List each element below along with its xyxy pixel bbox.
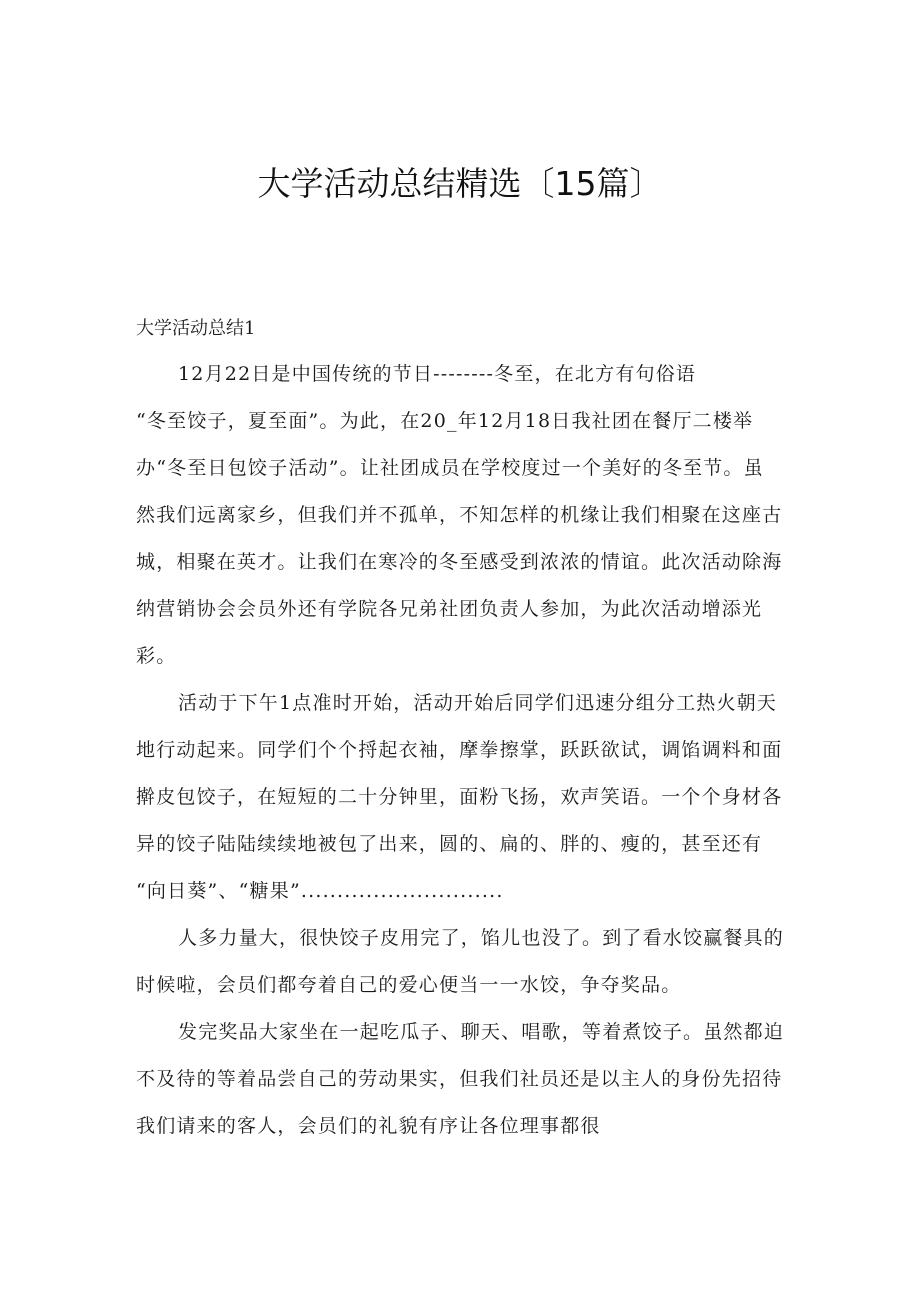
paragraph-line: 人多力量大，很快饺子皮用完了，馅儿也没了。到了看水饺赢餐具的	[178, 927, 785, 949]
paragraph-line: 异的饺子陆陆续续地被包了出来，圆的、扁的、胖的、瘦的，甚至还有	[136, 833, 763, 855]
document-body	[136, 358, 786, 1157]
document-title: 大学活动总结精选〔15篇〕	[257, 164, 663, 203]
paragraph-line: 办“冬至日包饺子活动”。让社团成员在学校度过一个美好的冬至节。虽	[136, 457, 764, 479]
paragraph-line: 12月22日是中国传统的节日--------冬至，在北方有句俗语	[178, 363, 697, 385]
paragraph-line: 城，相聚在英才。让我们在寒冷的冬至感受到浓浓的情谊。此次活动除海	[136, 551, 783, 573]
paragraph-line: 擀皮包饺子，在短短的二十分钟里，面粉飞扬，欢声笑语。一个个身材各	[136, 786, 783, 808]
paragraph-line: 时候啦，会员们都夸着自己的爱心便当一一水饺，争夺奖品。	[136, 974, 682, 996]
paragraph-line: 地行动起来。同学们个个捋起衣袖，摩拳擦掌，跃跃欲试，调馅调料和面	[136, 739, 783, 761]
paragraph-line: 彩。	[136, 645, 177, 667]
paragraph-line: 然我们远离家乡，但我们并不孤单，不知怎样的机缘让我们相聚在这座古	[136, 504, 783, 526]
paragraph-line: “冬至饺子，夏至面”。为此，在20_年12月18日我社团在餐厅二楼举	[136, 410, 754, 432]
paragraph-line: 不及待的等着品尝自己的劳动果实，但我们社员还是以主人的身份先招待	[136, 1068, 783, 1090]
section-heading: 大学活动总结1	[136, 318, 256, 339]
paragraph-line: 我们请来的客人，会员们的礼貌有序让各位理事都很	[136, 1115, 601, 1137]
paragraph-line: 发完奖品大家坐在一起吃瓜子、聊天、唱歌，等着煮饺子。虽然都迫	[178, 1021, 785, 1043]
paragraph-line: 纳营销协会会员外还有学院各兄弟社团负责人参加，为此次活动增添光	[136, 598, 763, 620]
paragraph-line: “向日葵”、“糖果”............................	[136, 880, 504, 902]
paragraph-line: 活动于下午1点准时开始，活动开始后同学们迅速分组分工热火朝天	[178, 692, 778, 714]
